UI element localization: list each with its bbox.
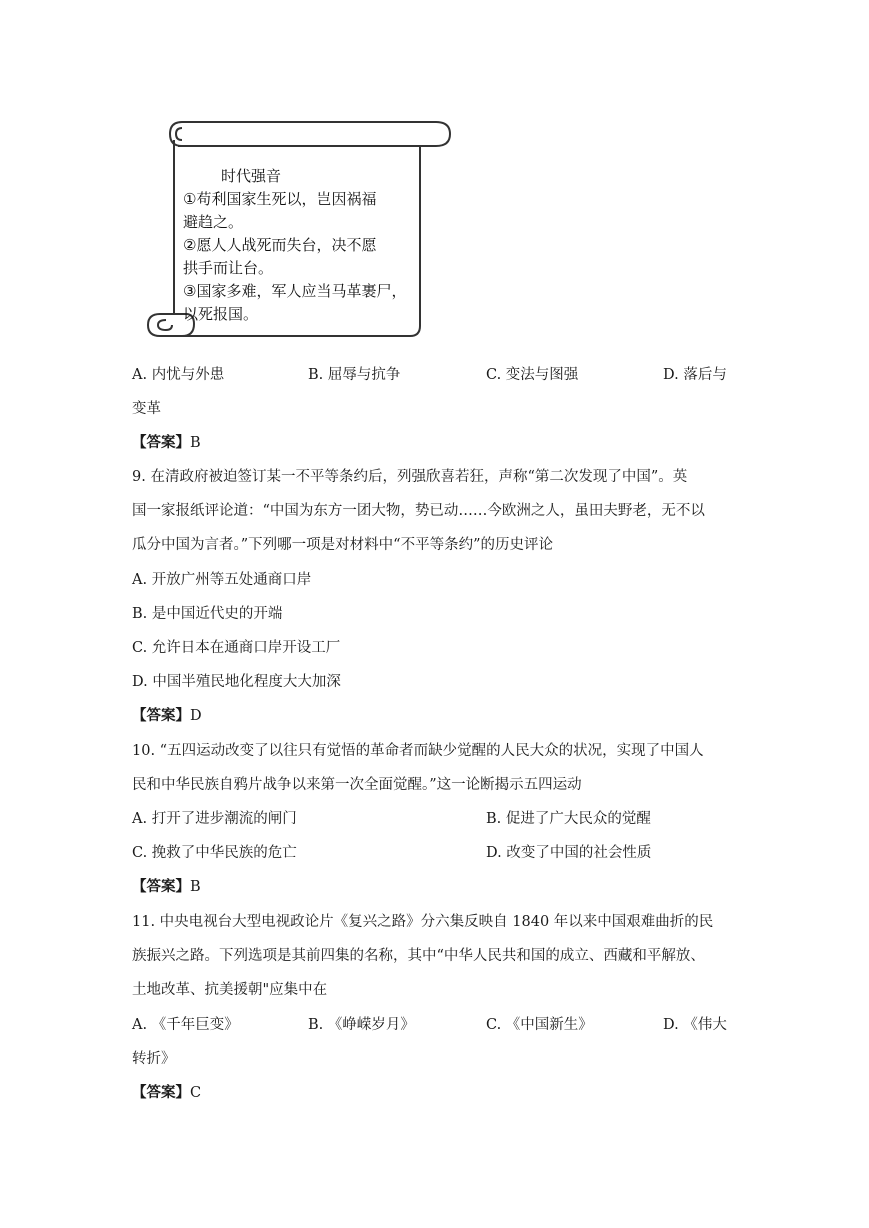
q10-option-a: A. 打开了进步潮流的闸门 (132, 811, 297, 827)
q10-option-c: C. 挽救了中华民族的危亡 (132, 845, 297, 861)
scroll-line: 避趋之。 (183, 213, 244, 231)
scroll-line: 拱手而让台。 (183, 259, 274, 277)
q8-answer (132, 431, 201, 452)
q9-option-c: C. 允许日本在通商口岸开设工厂 (132, 640, 341, 656)
scroll-line: ①苟利国家生死以，岂因祸福 (183, 190, 377, 208)
q9-stem-line: 国一家报纸评论道：“中国为东方一团大物，势已动……今欧洲之人，虽田夫野老，无不以 (132, 503, 705, 519)
q11-option-a: A. 《千年巨变》 (132, 1017, 239, 1033)
q10-stem-line: 10. “五四运动改变了以往只有觉悟的革命者而缺少觉醒的人民大众的状况，实现了中国人 (132, 743, 704, 759)
q8-option-a: A. 内忧与外患 (132, 367, 225, 383)
q11-option-c: C. 《中国新生》 (486, 1017, 593, 1033)
q9-stem-line: 9. 在清政府被迫签订某一不平等条约后，列强欣喜若狂，声称“第二次发现了中国”。英 (132, 469, 688, 485)
q10-stem-line: 民和中华民族自鸦片战争以来第一次全面觉醒。”这一论断揭示五四运动 (132, 777, 582, 793)
answer-value: B (190, 435, 201, 451)
answer-label: 【答案】 (132, 434, 190, 451)
q8-option-d-cont: 变革 (132, 401, 161, 417)
q9-option-b: B. 是中国近代史的开端 (132, 606, 283, 622)
q9-answer (132, 704, 202, 725)
q8-option-c: C. 变法与图强 (486, 367, 579, 383)
answer-value: C (190, 1085, 202, 1101)
scroll-line: ③国家多难，军人应当马革裹尸， (183, 282, 407, 300)
q8-option-b: B. 屈辱与抗争 (308, 367, 401, 383)
q11-option-d: D. 《伟大 (663, 1017, 727, 1033)
q11-stem-line: 族振兴之路。下列选项是其前四集的名称，其中“中华人民共和国的成立、西藏和平解放、 (132, 948, 705, 964)
answer-label: 【答案】 (132, 878, 190, 895)
answer-label: 【答案】 (132, 1084, 190, 1101)
q11-option-b: B. 《峥嵘岁月》 (308, 1017, 415, 1033)
answer-value: B (190, 879, 201, 895)
scroll-text (183, 165, 413, 326)
q8-option-d: D. 落后与 (663, 367, 727, 383)
scroll-line: ②愿人人战死而失台，决不愿 (183, 236, 377, 254)
answer-label: 【答案】 (132, 707, 190, 724)
q11-option-d-cont: 转折》 (132, 1051, 176, 1067)
q11-answer (132, 1081, 201, 1102)
q9-option-a: A. 开放广州等五处通商口岸 (132, 572, 312, 588)
scroll-line: 以死报国。 (183, 305, 259, 323)
q10-option-b: B. 促进了广大民众的觉醒 (486, 811, 651, 827)
q9-stem-line: 瓜分中国为言者。”下列哪一项是对材料中“不平等条约”的历史评论 (132, 537, 553, 553)
q10-option-d: D. 改变了中国的社会性质 (486, 845, 652, 861)
q11-stem-line: 11. 中央电视台大型电视政论片《复兴之路》分六集反映自 1840 年以来中国艰难曲折的民 (132, 914, 714, 930)
q9-option-d: D. 中国半殖民地化程度大大加深 (132, 674, 341, 690)
answer-value: D (190, 708, 202, 724)
scroll-title: 时代强音 (221, 167, 282, 185)
q11-stem-line: 土地改革、抗美援朝"应集中在 (132, 982, 328, 998)
q10-answer (132, 875, 201, 896)
